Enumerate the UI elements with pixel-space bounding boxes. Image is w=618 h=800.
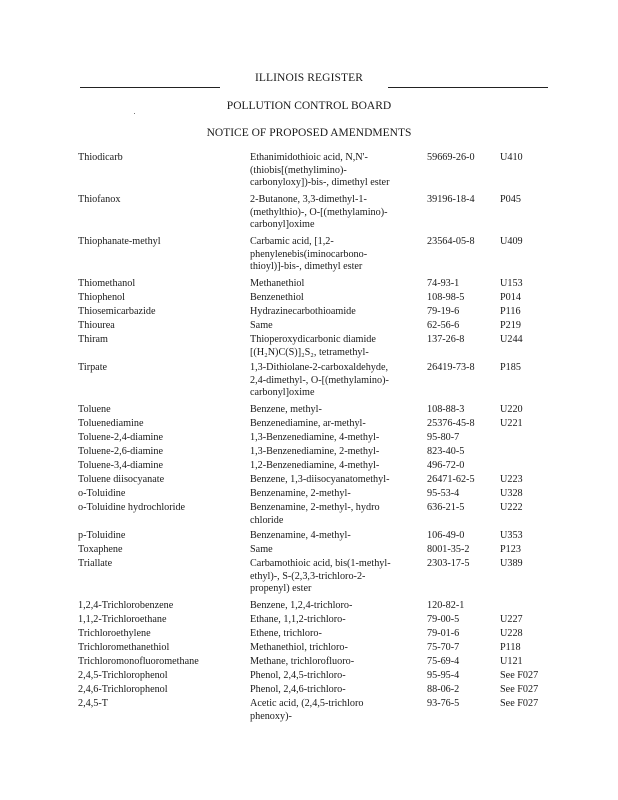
chemical-abstracts-name (250, 278, 420, 291)
chemical-name-line: Carbamothioic acid, bis(1-methyl- (250, 558, 391, 569)
waste-code: U227 (500, 614, 523, 625)
common-name: Toluenediamine (78, 418, 144, 429)
waste-code: P014 (500, 292, 521, 303)
chemical-name-line: carbonyl]oxime (250, 219, 315, 231)
waste-code: U389 (500, 558, 523, 569)
chemical-name-line: chloride (250, 514, 284, 526)
common-name: Thiophenol (78, 292, 125, 303)
chemical-abstracts-name (250, 404, 420, 417)
chemical-abstracts-name (250, 642, 420, 655)
chemical-name-line: Benzenethiol (250, 292, 304, 303)
cas-number: 93-76-5 (427, 698, 460, 709)
common-name: 1,1,2-Trichloroethane (78, 614, 167, 625)
waste-code: P045 (500, 194, 521, 205)
chemical-name-line: [(H₂N)C(S)]₂S₂, tetramethyl- (250, 346, 369, 358)
common-name: Toluene-3,4-diamine (78, 460, 164, 471)
cas-number: 79-19-6 (427, 306, 460, 317)
waste-code: See F027 (500, 670, 539, 681)
chemical-abstracts-name (250, 320, 420, 333)
common-name: Thiosemicarbazide (78, 306, 156, 317)
chemical-name-line: 2,4-dimethyl-, O-[(methylamino)- (250, 374, 389, 386)
cas-number: 108-88-3 (427, 404, 465, 415)
chemical-name-line: Carbamic acid, [1,2- (250, 236, 334, 247)
common-name: 2,4,5-T (78, 698, 108, 709)
common-name: Toluene diisocyanate (78, 474, 165, 485)
cas-number: 62-56-6 (427, 320, 460, 331)
waste-code: U244 (500, 334, 523, 345)
chemical-abstracts-name (250, 600, 420, 613)
cas-number: 108-98-5 (427, 292, 465, 303)
common-name: Thiram (78, 334, 108, 345)
chemical-name-line: Benzene, methyl- (250, 404, 322, 415)
register-title: ILLINOIS REGISTER (254, 72, 364, 84)
waste-code: See F027 (500, 698, 539, 709)
common-name: Toxaphene (78, 544, 123, 555)
chemical-abstracts-name (250, 628, 420, 641)
chemical-name-line: Benzene, 1,3-diisocyanatomethyl- (250, 474, 390, 485)
chemical-name-line: phenoxy)- (250, 710, 292, 722)
header-rule-left (80, 87, 220, 88)
chemical-name-line: carbonyl]oxime (250, 387, 315, 399)
chemical-name-line: Ethanimidothioic acid, N,N'- (250, 152, 368, 163)
chemical-abstracts-name (250, 292, 420, 305)
waste-code: U220 (500, 404, 523, 415)
waste-code: U353 (500, 530, 523, 541)
waste-code: P185 (500, 362, 521, 373)
chemical-name-line: Acetic acid, (2,4,5-trichloro (250, 698, 364, 709)
chemical-abstracts-name (250, 334, 420, 359)
cas-number: 95-95-4 (427, 670, 460, 681)
cas-number: 26419-73-8 (427, 362, 475, 373)
waste-code: U328 (500, 488, 523, 499)
chemical-name-line: Hydrazinecarbothioamide (250, 306, 356, 317)
cas-number: 120-82-1 (427, 600, 465, 611)
chemical-name-line: propenyl) ester (250, 583, 312, 595)
chemical-abstracts-name (250, 502, 420, 527)
chemical-name-line: Phenol, 2,4,5-trichloro- (250, 670, 346, 681)
chemical-abstracts-name (250, 474, 420, 487)
waste-code: P116 (500, 306, 521, 317)
chemical-name-line: Methanethiol (250, 278, 305, 289)
common-name: 1,2,4-Trichlorobenzene (78, 600, 174, 611)
chemical-name-line: Benzenediamine, ar-methyl- (250, 418, 366, 429)
chemical-name-line: Methanethiol, trichloro- (250, 642, 348, 653)
chemical-name-line: 1,3-Benzenediamine, 2-methyl- (250, 446, 380, 457)
waste-code: U228 (500, 628, 523, 639)
chemical-name-line: Same (250, 544, 273, 555)
chemical-abstracts-name (250, 446, 420, 459)
common-name: Toluene-2,6-diamine (78, 446, 164, 457)
chemical-abstracts-name (250, 670, 420, 683)
chemical-name-line: Ethane, 1,1,2-trichloro- (250, 614, 346, 625)
common-name: Thiofanox (78, 194, 121, 205)
waste-code: P118 (500, 642, 521, 653)
chemical-name-line: (thiobis[(methylimino)- (250, 164, 347, 176)
chemical-abstracts-name (250, 236, 420, 274)
cas-number: 8001-35-2 (427, 544, 470, 555)
chemical-abstracts-name (250, 306, 420, 319)
cas-number: 106-49-0 (427, 530, 465, 541)
cas-number: 2303-17-5 (427, 558, 470, 569)
chemical-abstracts-name (250, 194, 420, 232)
chemical-name-line: Benzenamine, 4-methyl- (250, 530, 351, 541)
common-name: Trichloromethanethiol (78, 642, 170, 653)
waste-code: U153 (500, 278, 523, 289)
common-name: Toluene-2,4-diamine (78, 432, 164, 443)
chemical-name-line: thioyl)]-bis-, dimethyl ester (250, 261, 363, 273)
cas-number: 79-01-6 (427, 628, 460, 639)
chemical-abstracts-name (250, 684, 420, 697)
chemical-name-line: Ethene, trichloro- (250, 628, 322, 639)
header-rule-right (388, 87, 548, 88)
waste-code: P219 (500, 320, 521, 331)
chemical-name-line: Methane, trichlorofluoro- (250, 656, 355, 667)
common-name: Triallate (78, 558, 113, 569)
cas-number: 496-72-0 (427, 460, 465, 471)
common-name: Toluene (78, 404, 111, 415)
chemical-name-line: Benzenamine, 2-methyl-, hydro (250, 502, 380, 513)
chemical-name-line: (methylthio)-, O-[(methylamino)- (250, 206, 388, 218)
chemical-name-line: 1,3-Dithiolane-2-carboxaldehyde, (250, 362, 389, 373)
cas-number: 59669-26-0 (427, 152, 475, 163)
waste-code: See F027 (500, 684, 539, 695)
chemical-abstracts-name (250, 488, 420, 501)
common-name: Thiodicarb (78, 152, 123, 163)
waste-code: U221 (500, 418, 523, 429)
common-name: p-Toluidine (78, 530, 126, 541)
waste-code: U121 (500, 656, 523, 667)
chemical-abstracts-name (250, 362, 420, 400)
cas-number: 88-06-2 (427, 684, 460, 695)
common-name: Trichloromonofluoromethane (78, 656, 199, 667)
board-title: POLLUTION CONTROL BOARD (226, 100, 392, 112)
waste-code: U222 (500, 502, 523, 513)
common-name: 2,4,6-Trichlorophenol (78, 684, 168, 695)
cas-number: 23564-05-8 (427, 236, 475, 247)
cas-number: 26471-62-5 (427, 474, 475, 485)
chemical-abstracts-name (250, 432, 420, 445)
chemical-abstracts-name (250, 656, 420, 669)
cas-number: 95-80-7 (427, 432, 460, 443)
cas-number: 75-70-7 (427, 642, 460, 653)
chemical-name-line: carbonyloxy])-bis-, dimethyl ester (250, 177, 390, 189)
chemical-name-line: Benzenamine, 2-methyl- (250, 488, 351, 499)
chemical-abstracts-name (250, 698, 420, 723)
cas-number: 137-26-8 (427, 334, 465, 345)
chemical-abstracts-name (250, 544, 420, 557)
chemical-abstracts-name (250, 530, 420, 543)
common-name: Trichloroethylene (78, 628, 151, 639)
chemical-name-line: 1,3-Benzenediamine, 4-methyl- (250, 432, 380, 443)
waste-code: U410 (500, 152, 523, 163)
chemical-abstracts-name (250, 418, 420, 431)
cas-number: 95-53-4 (427, 488, 460, 499)
chemical-name-line: 2-Butanone, 3,3-dimethyl-1- (250, 194, 367, 205)
waste-code: U223 (500, 474, 523, 485)
common-name: Thiophanate-methyl (78, 236, 161, 247)
cas-number: 636-21-5 (427, 502, 465, 513)
common-name: Thiomethanol (78, 278, 136, 289)
common-name: Tirpate (78, 362, 108, 373)
chemical-name-line: ethyl)-, S-(2,3,3-trichloro-2- (250, 570, 366, 582)
chemical-name-line: 1,2-Benzenediamine, 4-methyl- (250, 460, 380, 471)
cas-number: 823-40-5 (427, 446, 465, 457)
chemical-name-line: Thioperoxydicarbonic diamide (250, 334, 376, 345)
common-name: 2,4,5-Trichlorophenol (78, 670, 168, 681)
cas-number: 75-69-4 (427, 656, 460, 667)
chemical-name-line: Phenol, 2,4,6-trichloro- (250, 684, 346, 695)
chemical-name-line: phenylenebis(iminocarbono- (250, 248, 368, 260)
notice-title: NOTICE OF PROPOSED AMENDMENTS (206, 127, 412, 139)
waste-code: P123 (500, 544, 521, 555)
common-name: o-Toluidine hydrochloride (78, 502, 186, 513)
cas-number: 25376-45-8 (427, 418, 475, 429)
chemical-abstracts-name (250, 152, 420, 190)
cas-number: 74-93-1 (427, 278, 460, 289)
common-name: o-Toluidine (78, 488, 126, 499)
chemical-abstracts-name (250, 460, 420, 473)
chemical-abstracts-name (250, 558, 420, 596)
common-name: Thiourea (78, 320, 115, 331)
chemical-name-line: Same (250, 320, 273, 331)
scan-speck (134, 113, 135, 114)
chemical-abstracts-name (250, 614, 420, 627)
waste-code: U409 (500, 236, 523, 247)
cas-number: 39196-18-4 (427, 194, 475, 205)
cas-number: 79-00-5 (427, 614, 460, 625)
chemical-name-line: Benzene, 1,2,4-trichloro- (250, 600, 353, 611)
